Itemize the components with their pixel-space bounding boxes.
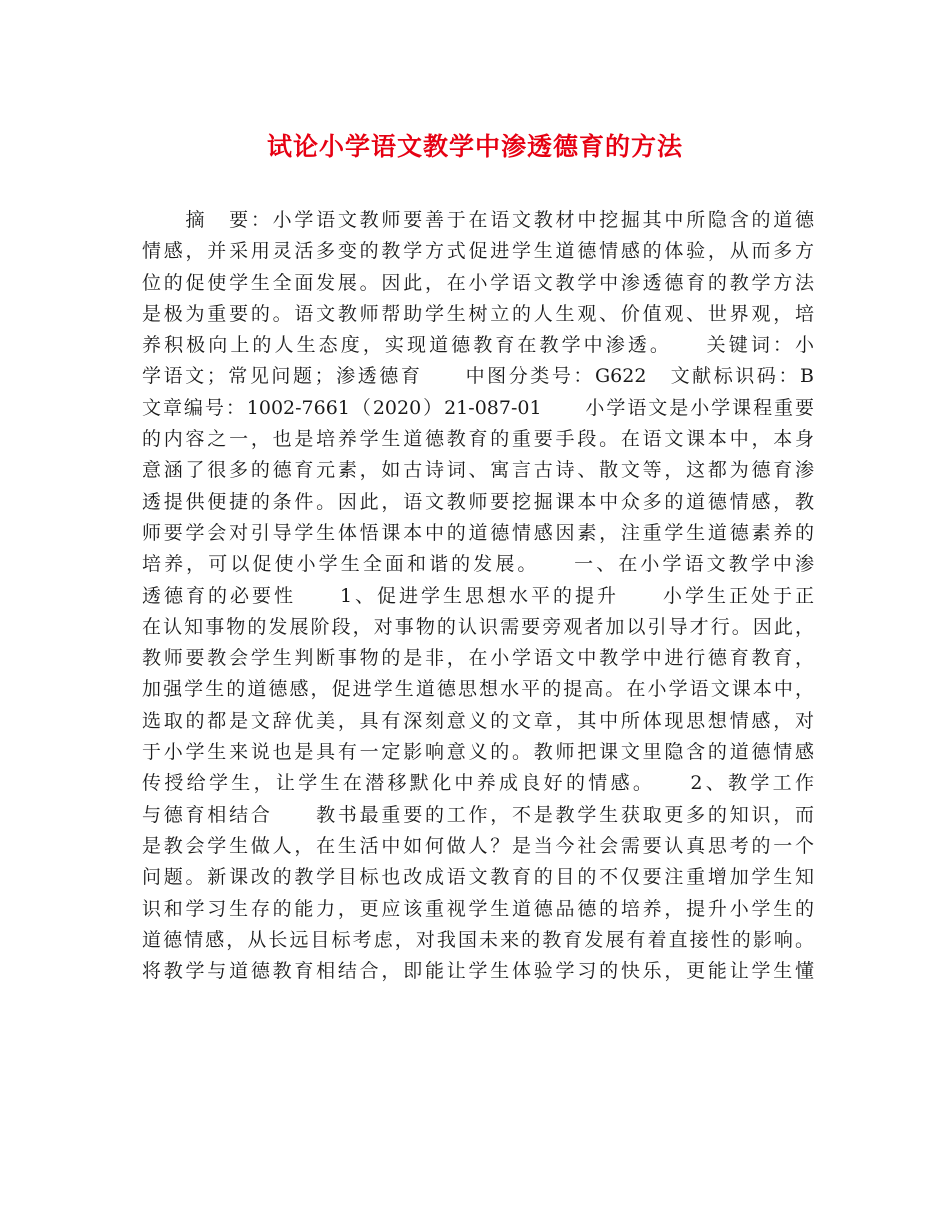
text-line: 师要学会对引导学生体悟课本中的道德情感因素，注重学生道德素养的 <box>142 521 814 544</box>
text-line: 在认知事物的发展阶段，对事物的认识需要旁观者加以引导才行。因此， <box>142 615 814 638</box>
text-line: 意涵了很多的德育元素，如古诗词、寓言古诗、散文等，这都为德育渗 <box>142 459 814 482</box>
text-line: 与德育相结合 教书最重要的工作，不是教学生获取更多的知识，而 <box>142 803 814 826</box>
text-line: 的内容之一，也是培养学生道德教育的重要手段。在语文课本中，本身 <box>142 428 814 451</box>
text-line: 是教会学生做人，在生活中如何做人？是当今社会需要认真思考的一个 <box>142 834 814 857</box>
text-line: 道德情感，从长远目标考虑，对我国未来的教育发展有着直接性的影响。 <box>142 928 814 951</box>
text-line: 问题。新课改的教学目标也改成语文教育的目的不仅要注重增加学生知 <box>142 866 814 889</box>
text-line: 养积极向上的人生态度，实现道德教育在教学中渗透。 关键词：小 <box>142 334 814 357</box>
text-line: 选取的都是文辞优美，具有深刻意义的文章，其中所体现思想情感，对 <box>142 709 814 732</box>
text-line: 摘 要：小学语文教师要善于在语文教材中挖掘其中所隐含的道德 <box>142 209 814 231</box>
text-line: 情感，并采用灵活多变的教学方式促进学生道德情感的体验，从而多方 <box>142 240 814 263</box>
text-line: 将教学与道德教育相结合，即能让学生体验学习的快乐，更能让学生懂 <box>142 960 814 983</box>
text-line: 透德育的必要性 1、促进学生思想水平的提升 小学生正处于正 <box>142 584 814 607</box>
text-line: 位的促使学生全面发展。因此，在小学语文教学中渗透德育的教学方法 <box>142 271 814 294</box>
text-line: 文章编号：1002-7661（2020）21-087-01 小学语文是小学课程重要 <box>142 396 814 419</box>
text-line: 是极为重要的。语文教师帮助学生树立的人生观、价值观、世界观，培 <box>142 302 814 325</box>
text-line: 培养，可以促使小学生全面和谐的发展。 一、在小学语文教学中渗 <box>142 553 814 576</box>
document-body <box>142 205 814 987</box>
text-line: 于小学生来说也是具有一定影响意义的。教师把课文里隐含的道德情感 <box>142 741 814 764</box>
text-line: 传授给学生，让学生在潜移默化中养成良好的情感。 2、教学工作 <box>142 772 814 795</box>
text-line: 加强学生的道德感，促进学生道德思想水平的提高。在小学语文课本中， <box>142 678 814 701</box>
document-title: 试论小学语文教学中渗透德育的方法 <box>266 132 683 161</box>
text-line: 透提供便捷的条件。因此，语文教师要挖掘课本中众多的道德情感，教 <box>142 490 814 513</box>
text-line: 识和学习生存的能力，更应该重视学生道德品德的培养，提升小学生的 <box>142 897 814 920</box>
text-line: 教师要教会学生判断事物的是非，在小学语文中教学中进行德育教育， <box>142 647 814 670</box>
text-line: 学语文；常见问题；渗透德育 中图分类号：G622 文献标识码：B <box>142 365 814 388</box>
